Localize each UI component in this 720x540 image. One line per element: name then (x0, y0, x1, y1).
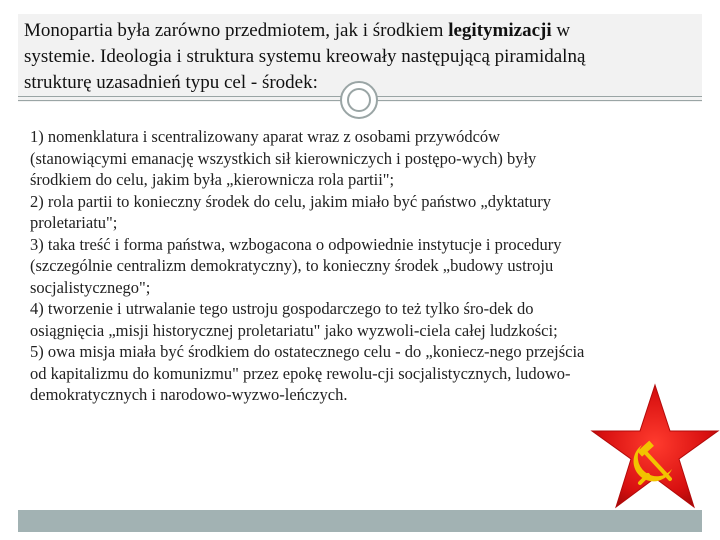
header-line-3: strukturę uzasadnień typu cel - środek: (24, 72, 318, 93)
body-line: 2) rola partii to konieczny środek do celu, jakim miało być państwo „dyktatury (30, 191, 551, 211)
header-line-2: systemie. Ideologia i struktura systemu kreowały następującą piramidalną (24, 46, 586, 67)
body-line: od kapitalizmu do komunizmu" przez epokę rewolu-cji socjalistycznych, ludowo- (30, 363, 571, 383)
body-line: proletariatu"; (30, 213, 118, 232)
body-line: 5) owa misja miała być środkiem do ostatecznego celu - do „koniecz-nego przejścia (30, 342, 585, 361)
body-line: 3) taka treść i forma państwa, wzbogacona o odpowiednie instytucje i procedury (30, 234, 562, 254)
body-line: (szczególnie centralizm demokratyczny), to konieczny środek „budowy ustroju (30, 256, 554, 275)
header-line-1: Monopartia była zarówno przedmiotem, jak i środkiem legitymizacji w (24, 20, 571, 41)
body-line: (stanowiącymi emanację wszystkich sił kierowniczych i postępo-wych) były (30, 148, 537, 168)
body-line: 1) nomenklatura i scentralizowany aparat wraz z osobami przywódców (30, 127, 501, 146)
body-line: środkiem do celu, jakim była „kierownicza rola partii"; (30, 170, 395, 189)
body-line: 4) tworzenie i utrwalanie tego ustroju gospodarczego to też tylko śro-dek do (30, 299, 534, 318)
body-line: demokratycznych i narodowo-wyzwo-leńczych. (30, 385, 348, 404)
double-circle-icon (340, 81, 378, 119)
bottom-accent-bar (18, 510, 702, 532)
body-line: socjalistycznego"; (30, 277, 151, 297)
red-star-hammer-sickle-icon (590, 383, 720, 510)
body-line: osiągnięcia „misji historycznej proletariatu" jako wyzwoli-ciela całej ludzkości; (30, 320, 558, 340)
header-bold-term: legitymizacji (448, 20, 552, 41)
body-text (30, 126, 700, 406)
